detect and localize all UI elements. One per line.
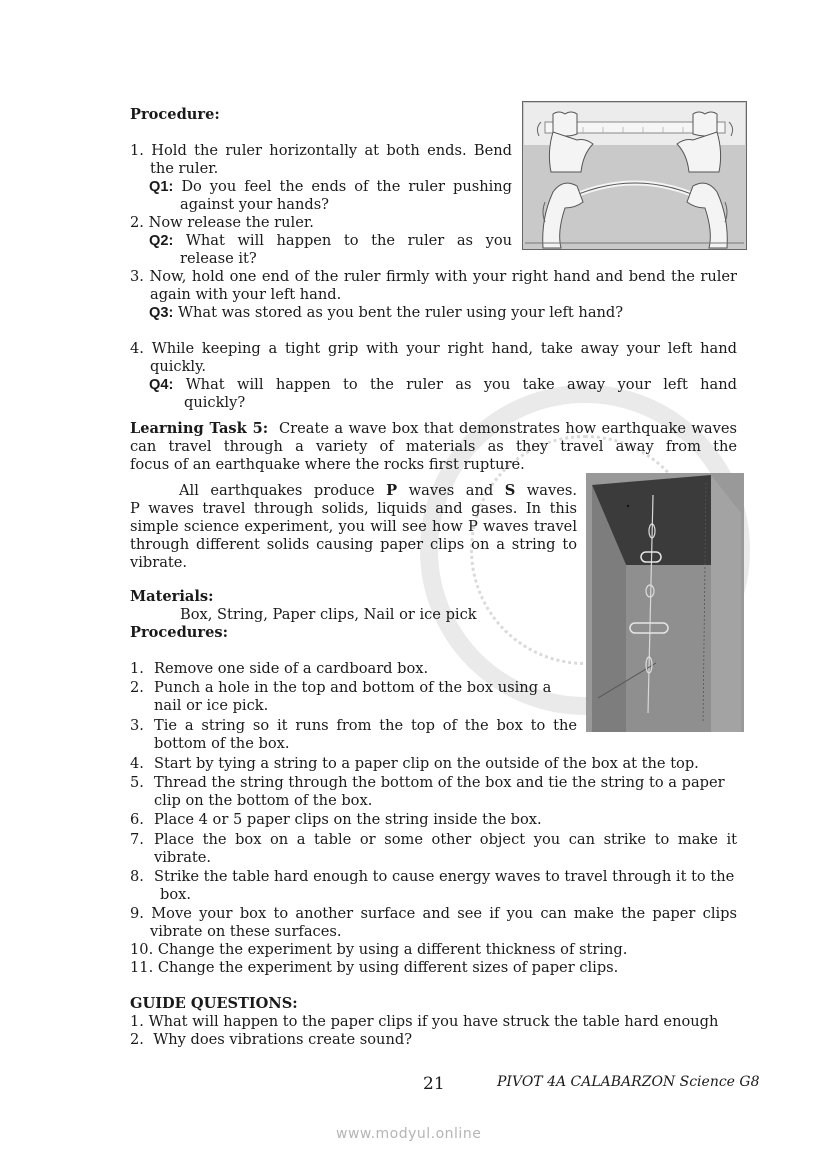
learning-task-label: Learning Task 5: <box>130 420 269 437</box>
ruler-bending-illustration-icon <box>523 102 746 249</box>
question-q3: Q3: What was stored as you bent the ruler using your left hand? <box>149 304 624 321</box>
ruler-figure <box>522 101 747 250</box>
guide-question-1: 1. What will happen to the paper clips if you have struck the table hard enough <box>130 1013 719 1030</box>
procedure-item-7: 7. Place the box on a table or some other object you can strike to make it vibrate. <box>130 831 737 866</box>
procedure-item-1: 1. Remove one side of a cardboard box. <box>130 660 429 677</box>
procedure-step-2: 2. Now release the ruler. <box>130 214 314 231</box>
question-q1: Q1: Do you feel the ends of the ruler pushing against your hands? <box>149 178 513 213</box>
page-number: 21 <box>423 1074 445 1094</box>
procedure-step-1: 1. Hold the ruler horizontally at both ends. Bend the ruler. <box>130 142 512 177</box>
question-q4: Q4: What will happen to the ruler as you take away your left hand quickly? <box>149 376 737 411</box>
materials-heading: Materials: <box>130 588 214 605</box>
site-watermark: www.modyul.online <box>336 1126 482 1142</box>
procedure-step-3: 3. Now, hold one end of the ruler firmly with your right hand and bend the ruler again with your left hand. <box>130 268 737 303</box>
module-title: PIVOT 4A CALABARZON Science G8 <box>497 1074 760 1090</box>
procedure-item-3: 3. Tie a string so it runs from the top of the box to the bottom of the box. <box>130 717 577 752</box>
procedure-item-9: 9. Move your box to another surface and see if you can make the paper clips vibrate on these surfaces. <box>130 905 738 940</box>
guide-question-2: 2. Why does vibrations create sound? <box>130 1031 413 1048</box>
procedure-item-11: 11. Change the experiment by using different sizes of paper clips. <box>130 959 619 976</box>
procedure-item-10: 10. Change the experiment by using a different thickness of string. <box>130 941 628 958</box>
procedure-item-8: 8. Strike the table hard enough to cause energy waves to travel through it to the box. <box>130 868 735 903</box>
procedure-item-4: 4. Start by tying a string to a paper clip on the outside of the box at the top. <box>130 755 699 772</box>
procedures-heading: Procedures: <box>130 624 228 641</box>
procedure-item-5: 5. Thread the string through the bottom of the box and tie the string to a paper clip on the bottom of the box. <box>130 774 725 809</box>
procedure-heading: Procedure: <box>130 106 220 123</box>
procedure-step-4: 4. While keeping a tight grip with your right hand, take away your left hand quickly. <box>130 340 738 375</box>
learning-task-5: Learning Task 5: Create a wave box that demonstrates how earthquake waves can travel through a variety of materials as they travel away from the focus of an earthquake where the rocks first rupture. <box>130 420 737 473</box>
wave-box-photo-icon <box>586 473 744 732</box>
wave-box-figure <box>586 473 744 732</box>
question-q2: Q2: What will happen to the ruler as you release it? <box>149 232 513 267</box>
guide-questions-heading: GUIDE QUESTIONS: <box>130 995 298 1012</box>
procedure-item-2: 2. Punch a hole in the top and bottom of the box using a nail or ice pick. <box>130 679 552 714</box>
p-s-waves-intro: All earthquakes produce P waves and S waves. P waves travel through solids, liquids and gases. In this simple science experiment, you will see how P waves travel through different solids causing paper clips on a string to vibrate. <box>130 482 578 571</box>
procedure-item-6: 6. Place 4 or 5 paper clips on the string inside the box. <box>130 811 542 828</box>
materials-list: Box, String, Paper clips, Nail or ice pick <box>180 606 477 623</box>
